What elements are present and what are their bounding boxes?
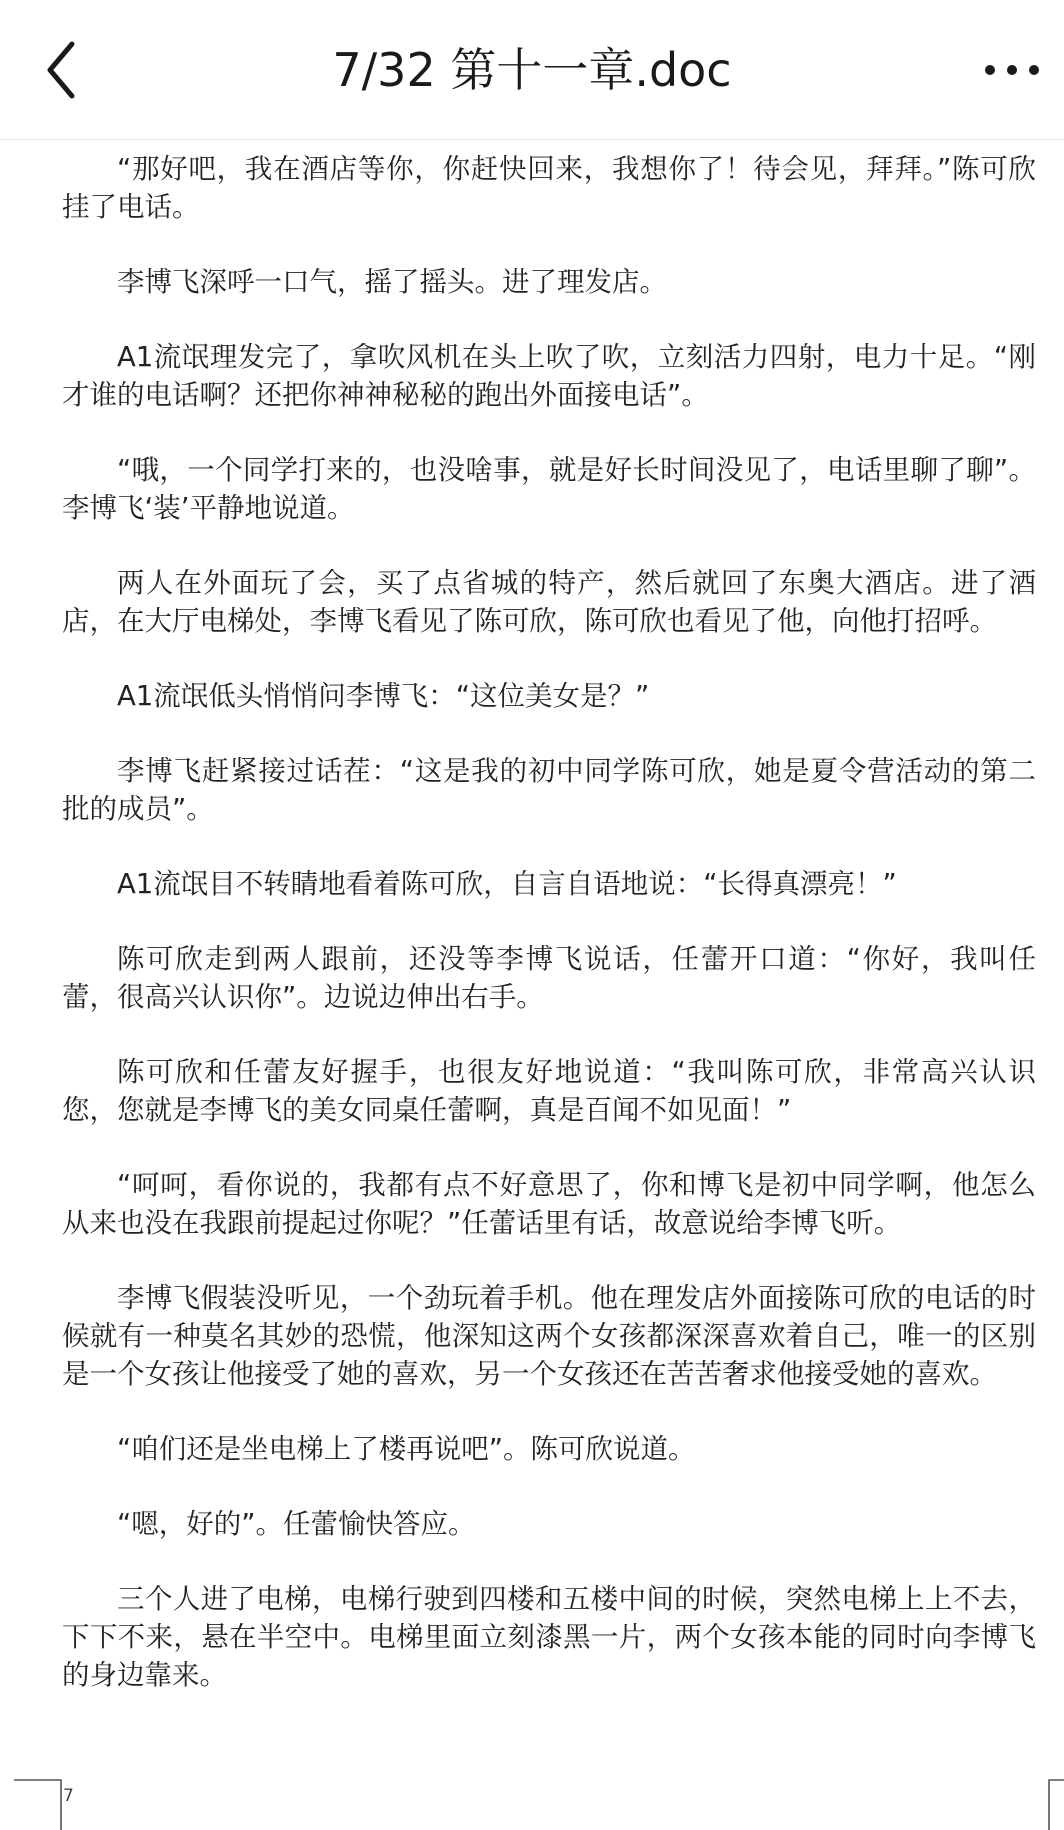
page-number: 7: [63, 1786, 74, 1806]
paragraph: 两人在外面玩了会，买了点省城的特产，然后就回了东奥大酒店。进了酒店，在大厅电梯处，李博飞看见了陈可欣，陈可欣也看见了他，向他打招呼。: [62, 567, 1036, 637]
page-corner-marker-right: [1046, 1778, 1064, 1830]
more-button[interactable]: [976, 48, 1048, 92]
paragraph: “呵呵，看你说的，我都有点不好意思了，你和博飞是初中同学啊，他怎么从来也没在我跟前提起过你呢？”任蕾话里有话，故意说给李博飞听。: [62, 1169, 1036, 1239]
top-bar: [0, 0, 1064, 140]
more-horizontal-icon: [976, 48, 1048, 92]
document-title: 7/32 第十一章.doc: [332, 43, 732, 97]
back-button[interactable]: [38, 36, 98, 106]
paragraph: A1流氓目不转睛地看着陈可欣，自言自语地说：“长得真漂亮！”: [117, 868, 897, 900]
document-body: [62, 150, 1036, 1731]
paragraph: “哦，一个同学打来的，也没啥事，就是好长时间没见了，电话里聊了聊”。李博飞‘装’平静地说道。: [62, 454, 1036, 524]
paragraph: 李博飞深呼一口气，摇了摇头。进了理发店。: [117, 266, 667, 298]
paragraph: A1流氓理发完了，拿吹风机在头上吹了吹，立刻活力四射，电力十足。“刚才谁的电话啊？还把你神神秘秘的跑出外面接电话”。: [62, 341, 1036, 411]
paragraph: “咱们还是坐电梯上了楼再说吧”。陈可欣说道。: [117, 1433, 696, 1465]
page-corner-marker-left: [14, 1778, 64, 1830]
paragraph: 李博飞假装没听见，一个劲玩着手机。他在理发店外面接陈可欣的电话的时候就有一种莫名其妙的恐慌，他深知这两个女孩都深深喜欢着自己，唯一的区别是一个女孩让他接受了她的喜欢，另一个女孩还在苦苦奢求他接受她的喜欢。: [62, 1282, 1036, 1390]
paragraph: “那好吧，我在酒店等你，你赶快回来，我想你了！待会见，拜拜。”陈可欣挂了电话。: [62, 153, 1036, 223]
paragraph: 陈可欣走到两人跟前，还没等李博飞说话，任蕾开口道：“你好，我叫任蕾，很高兴认识你”。边说边伸出右手。: [62, 943, 1036, 1013]
paragraph: 三个人进了电梯，电梯行驶到四楼和五楼中间的时候，突然电梯上上不去，下下不来，悬在半空中。电梯里面立刻漆黑一片，两个女孩本能的同时向李博飞的身边靠来。: [62, 1583, 1036, 1691]
paragraph: 李博飞赶紧接过话茬：“这是我的初中同学陈可欣，她是夏令营活动的第二批的成员”。: [62, 755, 1036, 825]
chevron-left-icon: [38, 36, 98, 106]
paragraph: A1流氓低头悄悄问李博飞：“这位美女是？”: [117, 680, 650, 712]
paragraph: “嗯，好的”。任蕾愉快答应。: [117, 1508, 476, 1540]
paragraph: 陈可欣和任蕾友好握手，也很友好地说道：“我叫陈可欣，非常高兴认识您，您就是李博飞的美女同桌任蕾啊，真是百闻不如见面！”: [62, 1056, 1036, 1126]
